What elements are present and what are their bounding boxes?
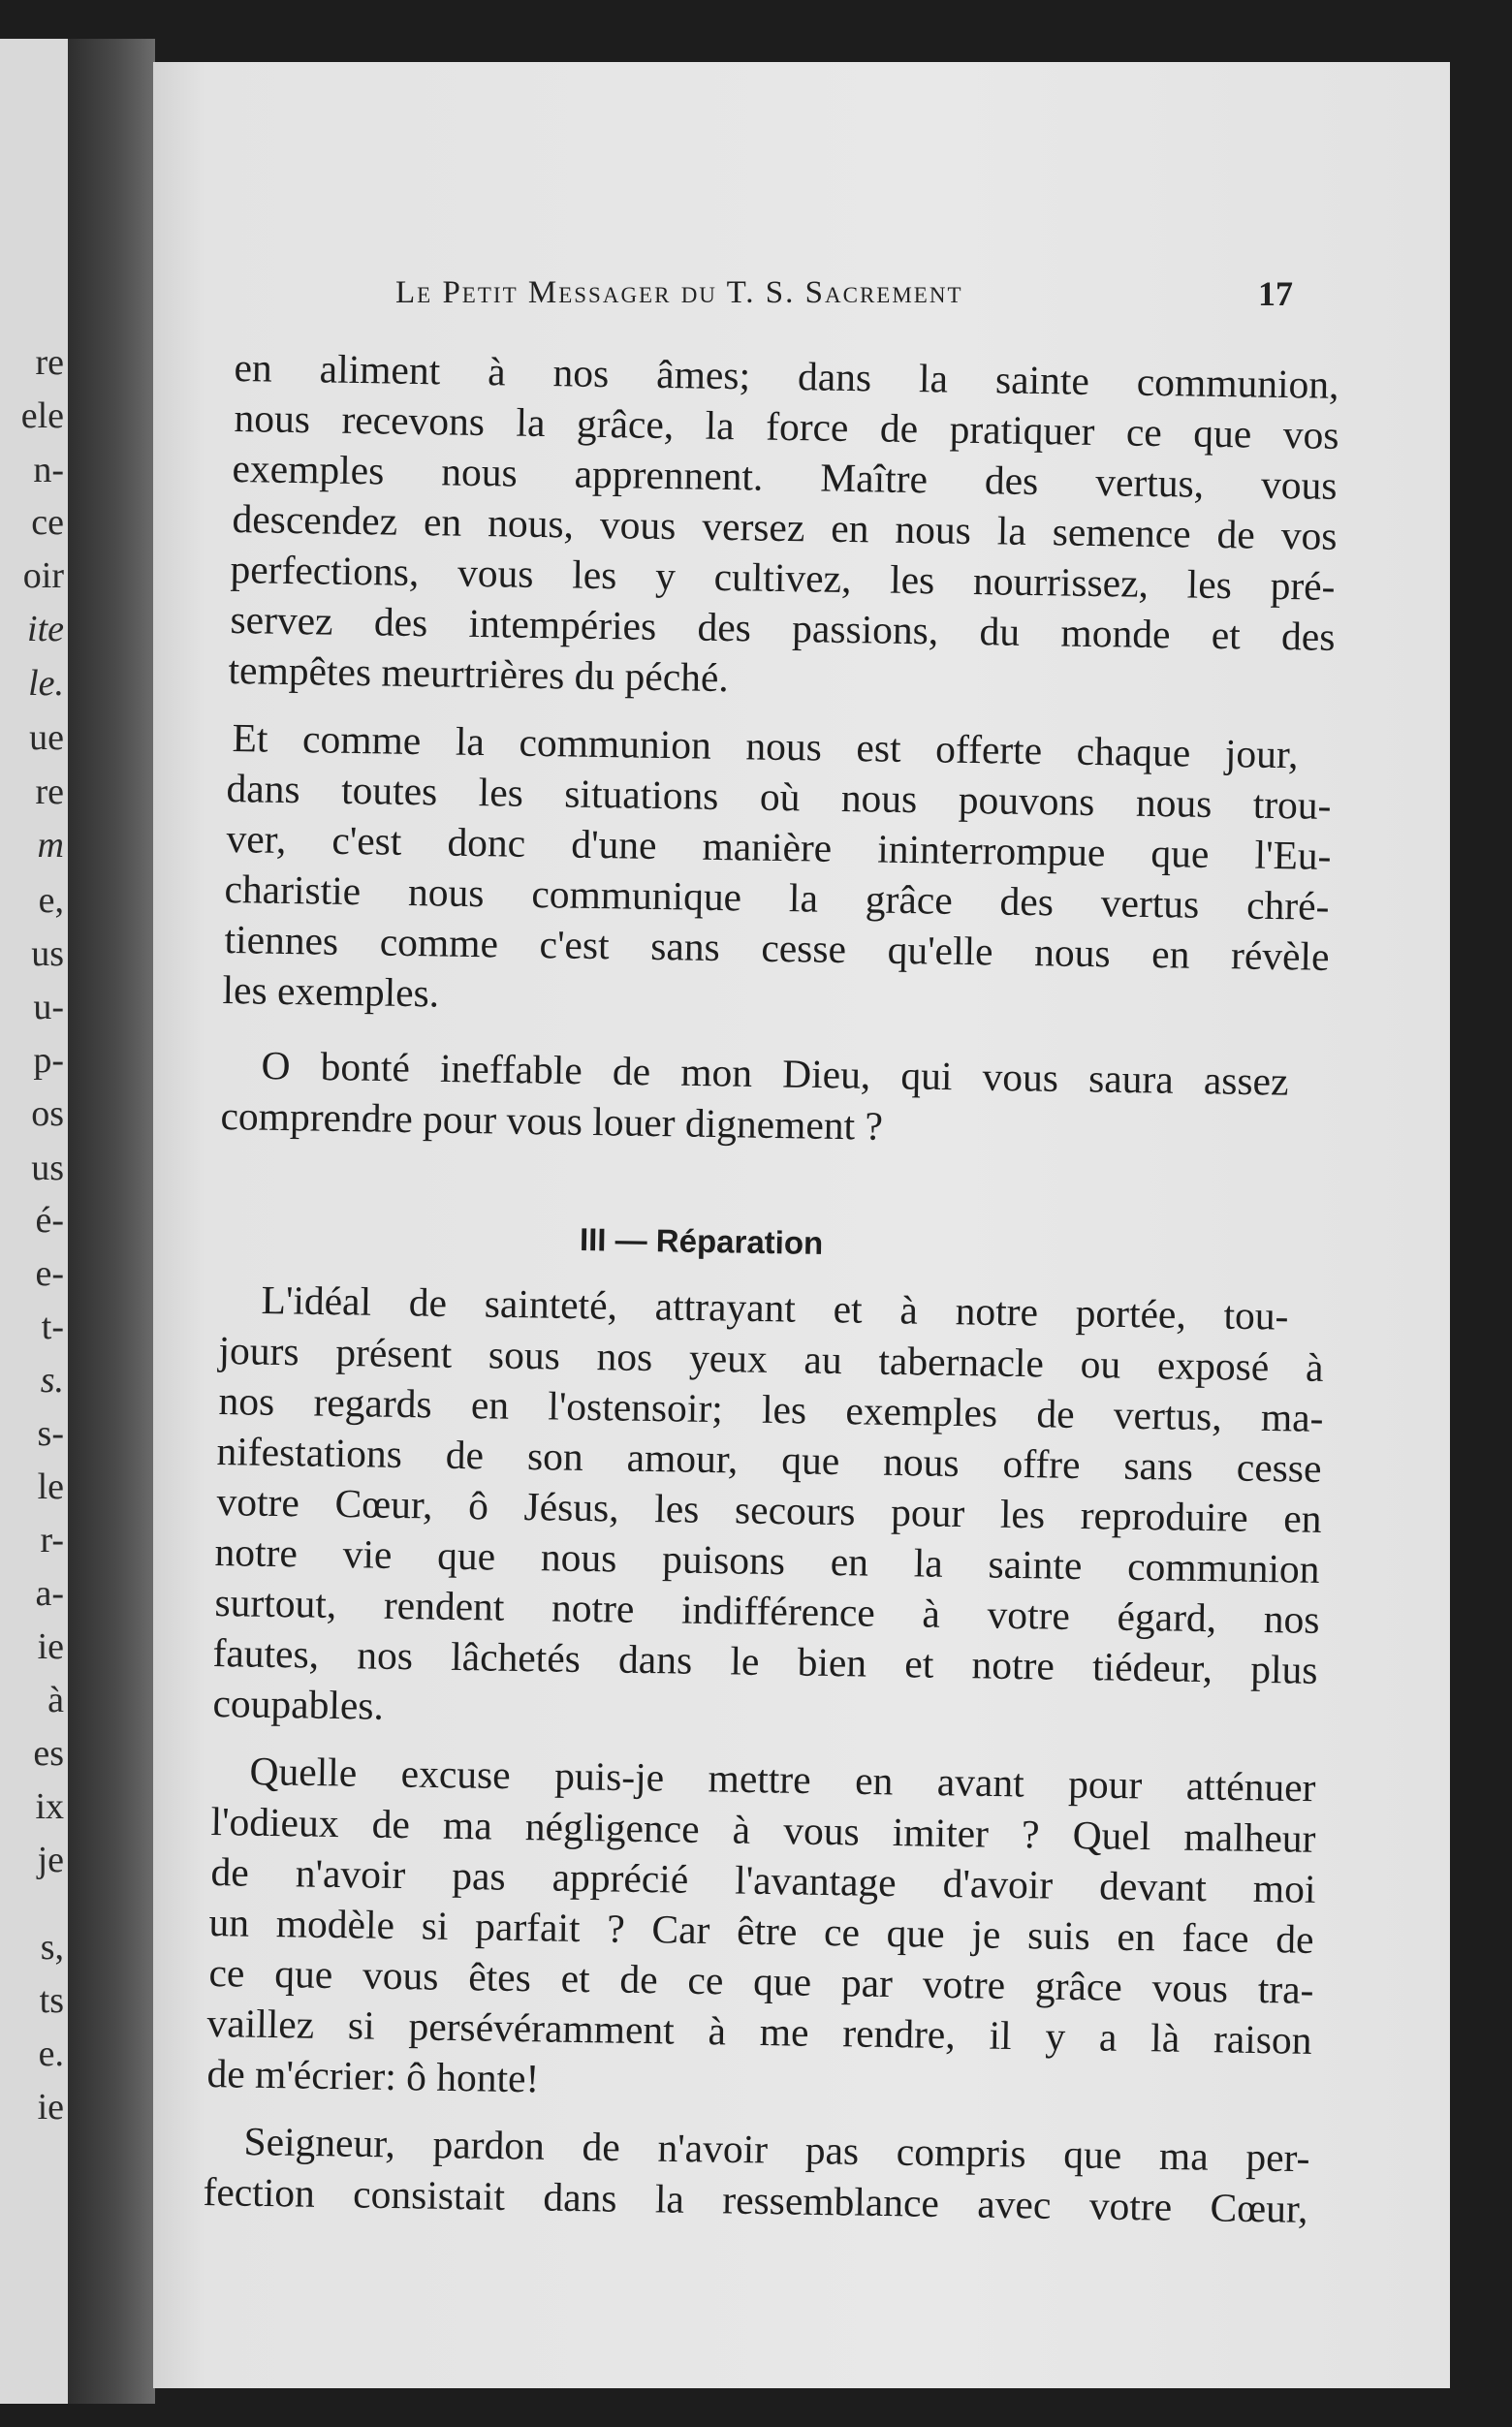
facing-page-fragment: os <box>31 1093 64 1134</box>
text-line: tiennes comme c'est sans cesse qu'elle nous en révèle <box>224 916 1330 979</box>
facing-page-fragment: re <box>35 772 64 812</box>
text-line: jours présent sous nos yeux au tabernacle ou exposé à <box>218 1327 1324 1390</box>
text-line: perfections, vous les y cultivez, les nourrissez, les pré- <box>230 546 1336 609</box>
facing-page-fragment: re <box>35 342 64 383</box>
book-page <box>153 62 1450 2388</box>
facing-page-fragment: je <box>37 1840 64 1880</box>
facing-page-fragment: le <box>37 1466 64 1507</box>
facing-page-fragment: ix <box>35 1786 64 1827</box>
facing-page-fragment: m <box>37 825 64 866</box>
text-line: l'odieux de ma négligence à vous imiter ? Quel malheur <box>210 1798 1316 1861</box>
text-line: fection consistait dans la ressemblance avec votre Cœur, <box>203 2168 1308 2231</box>
text-line: coupables. <box>212 1680 385 1728</box>
facing-page-fragment: oir <box>22 555 64 596</box>
text-line: de m'écrier: ô honte! <box>206 2050 540 2101</box>
text-line: de n'avoir pas apprécié l'avantage d'avoir devant moi <box>210 1848 1316 1911</box>
facing-page-fragment: ie <box>37 2087 64 2128</box>
facing-page-fragment: r- <box>40 1520 64 1560</box>
text-line: Quelle excuse puis-je mettre en avant pour atténuer <box>249 1748 1316 1811</box>
book-gutter <box>68 39 155 2404</box>
text-line: O bonté ineffable de mon Dieu, qui vous saura assez <box>261 1042 1289 1104</box>
page-number: 17 <box>1258 274 1293 313</box>
facing-page-fragment: le. <box>28 663 64 704</box>
text-line: tempêtes meurtrières du péché. <box>228 646 730 701</box>
text-line: un modèle si parfait ? Car être ce que je suis en face de <box>208 1899 1314 1962</box>
facing-page-fragment: ue <box>29 717 64 758</box>
text-line: nos regards en l'ostensoir; les exemples de vertus, ma- <box>218 1377 1324 1440</box>
facing-page-fragment: n- <box>33 450 64 490</box>
facing-page-fragment: e- <box>35 1253 64 1294</box>
facing-page-fragment: ts <box>39 1980 64 2021</box>
facing-page-fragment: s. <box>40 1360 64 1401</box>
text-line: L'idéal de sainteté, attrayant et à notre portée, tou- <box>261 1277 1289 1339</box>
facing-page-fragment: é- <box>35 1200 64 1241</box>
facing-page-fragment: ele <box>20 395 64 436</box>
facing-page-fragment: s- <box>37 1413 64 1454</box>
text-line: votre Cœur, ô Jésus, les secours pour les reproduire en <box>216 1478 1322 1541</box>
facing-page-fragment: a- <box>35 1573 64 1614</box>
running-head <box>153 275 1450 333</box>
text-line: ver, c'est donc d'une manière ininterrompue que l'Eu- <box>226 815 1332 878</box>
text-line: ce que vous êtes et de ce que par votre grâce vous tra- <box>208 1949 1314 2012</box>
text-line: nifestations de son amour, que nous offre sans cesse <box>216 1428 1322 1491</box>
text-line: descendez en nous, vous versez en nous la semence de vos <box>232 495 1338 558</box>
section-heading: III — Réparation <box>579 1221 824 1261</box>
facing-page-fragment: u- <box>33 987 64 1027</box>
text-line: notre vie que nous puisons en la sainte communion <box>214 1529 1320 1592</box>
text-line: exemples nous apprennent. Maître des vertus, vous <box>232 445 1338 508</box>
running-title: Le Petit Messager du T. S. Sacrement <box>395 275 963 310</box>
text-line: comprendre pour vous louer dignement ? <box>220 1092 884 1149</box>
facing-page-fragment: t- <box>41 1307 64 1347</box>
facing-page-fragment: s, <box>40 1927 64 1968</box>
facing-page-fragment: us <box>31 1148 64 1188</box>
text-line: les exemples. <box>222 966 440 1016</box>
facing-page-fragment: ie <box>37 1626 64 1667</box>
text-line: surtout, rendent notre indifférence à votre égard, nos <box>214 1579 1320 1642</box>
facing-page-edge <box>0 39 68 2404</box>
facing-page-fragment: e, <box>38 880 64 921</box>
text-line: Seigneur, pardon de n'avoir pas compris que ma per- <box>243 2118 1310 2181</box>
text-line: servez des intempéries des passions, du monde et des <box>230 596 1336 659</box>
text-line: vaillez si persévéramment à me rendre, il y a là raison <box>206 2000 1312 2063</box>
facing-page-fragment: us <box>31 933 64 974</box>
text-line: Et comme la communion nous est offerte chaque jour, <box>232 714 1299 777</box>
facing-page-fragment: ce <box>31 502 64 543</box>
text-line: nous recevons la grâce, la force de pratiquer ce que vos <box>234 394 1339 457</box>
facing-page-fragment: p- <box>33 1040 64 1081</box>
text-line: charistie nous communique la grâce des vertus chré- <box>224 866 1330 929</box>
facing-page-fragment: à <box>47 1680 64 1720</box>
facing-page-fragment: e. <box>38 2033 64 2074</box>
text-line: dans toutes les situations où nous pouvons nous trou- <box>226 765 1332 828</box>
text-line: en aliment à nos âmes; dans la sainte communion, <box>234 344 1339 407</box>
facing-page-fragment: es <box>33 1733 64 1774</box>
text-line: fautes, nos lâchetés dans le bien et notre tiédeur, plus <box>212 1629 1318 1692</box>
facing-page-fragment: ite <box>27 609 64 649</box>
